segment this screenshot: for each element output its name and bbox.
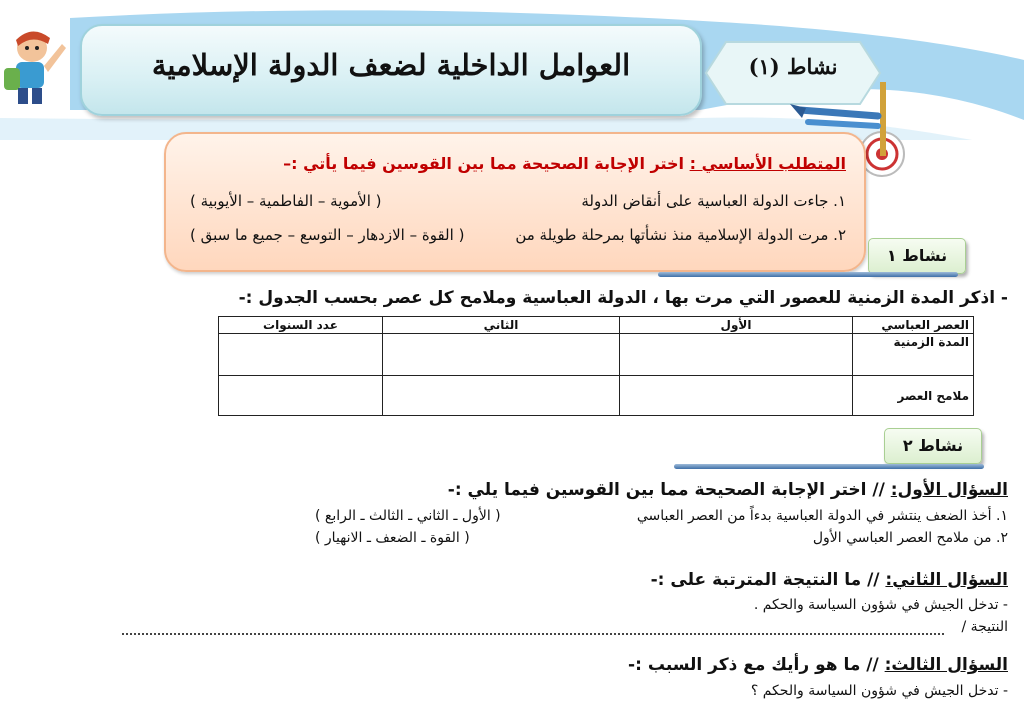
question-1-instruction: // اختر الإجابة الصحيحة مما بين القوسين فيما يلي :- bbox=[447, 480, 885, 500]
requirement-item-1-text: ١. جاءت الدولة العباسية على أنقاض الدولة bbox=[581, 192, 846, 210]
table-cell[interactable] bbox=[620, 334, 853, 376]
activity-label: نشاط (١) bbox=[748, 54, 838, 79]
table-cell[interactable] bbox=[383, 334, 620, 376]
question-3-line: - تدخل الجيش في شؤون السياسة والحكم ؟ bbox=[750, 683, 1008, 699]
requirement-title bbox=[283, 154, 846, 173]
question-3-label: السؤال الثالث: bbox=[884, 655, 1008, 675]
table-row-label-duration: المدة الزمنية bbox=[853, 334, 974, 376]
requirement-item-1 bbox=[581, 192, 846, 210]
page-title: العوامل الداخلية لضعف الدولة الإسلامية bbox=[151, 48, 631, 82]
question-1-item-1-text: ١. أخذ الضعف ينتشر في الدولة العباسية بدءاً من العصر العباسي bbox=[636, 508, 1008, 524]
table-header-first: الأول bbox=[620, 317, 853, 334]
requirement-title-instruction: اختر الإجابة الصحيحة مما بين القوسين فيما يأتي :– bbox=[283, 154, 685, 173]
question-1-title bbox=[448, 480, 1008, 500]
requirement-item-2-options: ( القوة – الازدهار – التوسع – جميع ما سبق ) bbox=[190, 226, 465, 244]
student-cartoon-image bbox=[2, 18, 68, 108]
question-2-line: - تدخل الجيش في شؤون السياسة والحكم . bbox=[753, 597, 1008, 613]
question-3-title bbox=[628, 655, 1008, 675]
title-box bbox=[80, 24, 702, 116]
table-cell[interactable] bbox=[383, 376, 620, 416]
table-cell[interactable] bbox=[219, 376, 383, 416]
question-1-label: السؤال الأول: bbox=[890, 480, 1008, 500]
requirement-item-2 bbox=[515, 226, 846, 244]
question-2-label: السؤال الثاني: bbox=[885, 570, 1008, 590]
question-1-item-2-text: ٢. من ملامح العصر العباسي الأول bbox=[812, 530, 1008, 546]
table-header-era: العصر العباسي bbox=[853, 317, 974, 334]
requirement-item-2-text: ٢. مرت الدولة الإسلامية منذ نشأتها بمرحلة طويلة من bbox=[515, 226, 846, 244]
requirement-title-label: المتطلب الأساسي : bbox=[689, 154, 846, 173]
table-cell[interactable] bbox=[219, 334, 383, 376]
activity-1-underline bbox=[658, 272, 958, 277]
table-row-label-features: ملامح العصر bbox=[853, 376, 974, 416]
table-header-second: الثاني bbox=[383, 317, 620, 334]
activity-1-question: - اذكر المدة الزمنية للعصور التي مرت بها ، الدولة العباسية وملامح كل عصر بحسب الجدول :- bbox=[238, 288, 1008, 308]
table-cell[interactable] bbox=[620, 376, 853, 416]
activity-1-badge: نشاط ١ bbox=[868, 238, 966, 274]
basic-requirement-box bbox=[164, 132, 866, 272]
question-2-title bbox=[651, 570, 1008, 590]
question-1-item-2-options: ( القوة ـ الضعف ـ الانهيار ) bbox=[315, 530, 470, 546]
question-1-item-1-options: ( الأول ـ الثاني ـ الثالث ـ الرابع ) bbox=[315, 508, 501, 524]
requirement-item-1-options: ( الأموية – الفاطمية – الأيوبية ) bbox=[190, 192, 382, 210]
abbasid-eras-table bbox=[218, 316, 974, 416]
activity-2-badge: نشاط ٢ bbox=[884, 428, 982, 464]
question-3-instruction: // ما هو رأيك مع ذكر السبب :- bbox=[628, 655, 879, 675]
table-header-years: عدد السنوات bbox=[219, 317, 383, 334]
activity-2-underline bbox=[674, 464, 984, 469]
question-2-answer-line[interactable] bbox=[122, 633, 944, 635]
question-2-result-label: النتيجة / bbox=[961, 619, 1008, 635]
question-2-instruction: // ما النتيجة المترتبة على :- bbox=[650, 570, 880, 590]
